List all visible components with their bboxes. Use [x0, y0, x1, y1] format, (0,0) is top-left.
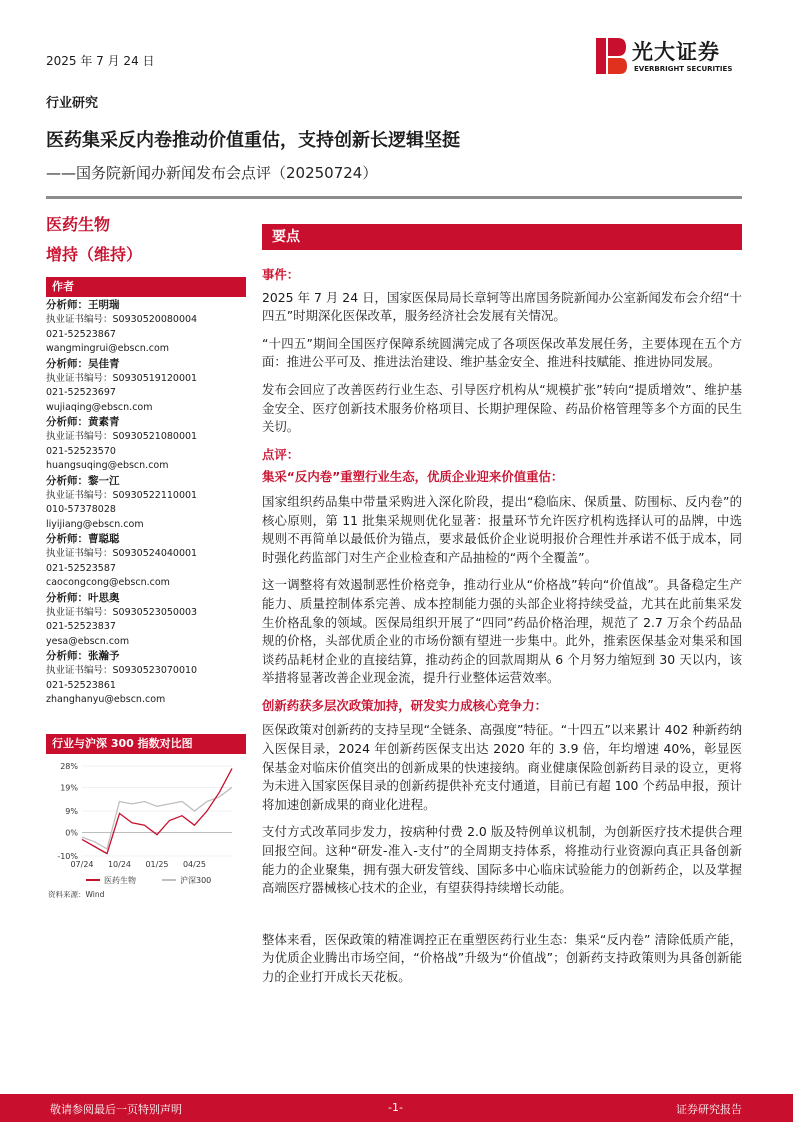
comment-label: 点评： — [262, 446, 300, 462]
summary-paragraph: 整体来看，医保政策的精准调控正在重塑医药行业生态：集采“反内卷” 清除低质产能，为优质企业腾出市场空间，“价格战”升级为“价值战”；创新药支持政策则为具备创新能力的企业打开成长天花板。 — [262, 931, 742, 984]
author-email[interactable]: wangmingrui@ebscn.com — [46, 343, 170, 354]
author-phone: 010-57378028 — [46, 504, 116, 515]
report-category: 行业研究 — [46, 96, 99, 111]
index-comparison-chart — [46, 758, 246, 908]
author-email[interactable]: huangsuqing@ebscn.com — [46, 460, 169, 471]
authors-list — [46, 298, 246, 708]
author-email[interactable]: zhanghanyu@ebscn.com — [46, 694, 166, 705]
author-entry — [46, 532, 246, 591]
paragraph: 国家组织药品集中带量采购进入深化阶段，提出“稳临床、保质量、防围标、反内卷”的核心原则，第 11 批集采规则优化显著：报量环节允许医疗机构选择认可的品牌，中选规则不再简单以最低价为锚点，要求最低价企业说明报价合理性并承诺不低于成本，同时强化药监部门对生产企业检查和产品抽检的“两个全覆盖”。 — [262, 493, 742, 565]
author-name: 分析师：张瀚予 — [46, 650, 120, 662]
author-phone: 021-52523861 — [46, 679, 116, 691]
author-cert: 执业证书编号：S0930522110001 — [46, 489, 198, 501]
y-tick-label: 9% — [65, 807, 78, 816]
y-tick-label: 0% — [65, 828, 78, 838]
paragraph: “十四五”期间全国医疗保障系统圆满完成了各项医保改革发展任务，主要体现在五个方面：推进公平可及、推进法治建设、维护基金安全、推进科技赋能、推进协同发展。 — [262, 335, 742, 370]
paragraph: 这一调整将有效遏制恶性价格竞争，推动行业从“价格战”转向“价值战”。具备稳定生产能力、质量控制体系完善、成本控制能力强的头部企业将持续受益，尤其在此前集采发生价格乱象的领域。医保局组织开展了“四同”药品价格治理，规范了 2.7 万余个药品品规的价格，头部优质企业的市场份额有望进一步集中。此外，推索医保基金对集采和国谈药品耗材企业的直接结算，推动药企的回款周期从 6 个月努力缩短到 30 天以内，该举措将显著改善企业现金流，提升行业整体运营效率。 — [262, 577, 742, 686]
footer-disclaimer: 敬请参阅最后一页特别声明 — [50, 1103, 182, 1116]
brand-logo — [594, 34, 744, 78]
event-label: 事件： — [262, 267, 300, 282]
paragraph: 2025 年 7 月 24 日，国家医保局局长章轲等出席国务院新闻办公室新闻发布会介绍“十四五”时期深化医保改革，服务经济社会发展有关情况。 — [262, 289, 742, 324]
sector-name: 医药生物 — [46, 215, 111, 234]
x-tick-label: 01/25 — [145, 860, 169, 869]
chart-header: 行业与沪深 300 指数对比图 — [46, 734, 246, 754]
author-phone: 021-52523570 — [46, 445, 116, 457]
y-tick-label: -10% — [57, 852, 78, 861]
page-footer — [0, 1094, 793, 1122]
author-email[interactable]: caocongcong@ebscn.com — [46, 577, 170, 588]
author-cert: 执业证书编号：S0930521080001 — [46, 431, 198, 442]
author-phone: 021-52523587 — [46, 562, 116, 574]
author-email[interactable]: liyijiang@ebscn.com — [46, 518, 144, 530]
author-entry — [46, 357, 246, 416]
author-email[interactable]: wujiaqing@ebscn.com — [46, 401, 153, 413]
keypoints-header: 要点 — [262, 224, 742, 250]
author-entry — [46, 591, 246, 650]
logo-text-en: EVERBRIGHT SECURITIES — [634, 65, 733, 73]
author-email[interactable]: yesa@ebscn.com — [46, 635, 130, 647]
footer-report-type: 证券研究报告 — [676, 1103, 742, 1116]
main-content — [262, 266, 742, 996]
page-number: -1- — [388, 1101, 403, 1114]
author-name: 分析师：黎一江 — [46, 474, 120, 487]
section-heading: 创新药获多层次政策加持，研发实力成核心竞争力： — [262, 697, 547, 713]
author-cert: 执业证书编号：S0930523050003 — [46, 606, 198, 618]
report-subtitle: ——国务院新闻办新闻发布会点评（20250724） — [46, 164, 378, 182]
author-phone: 021-52523867 — [46, 328, 116, 340]
paragraph: 发布会回应了改善医药行业生态、引导医疗机构从“规模扩张”转向“提质增效”、维护基金安全、医疗创新技术服务价格项目、长期护理保险、药品价格管理等多个方面的民生关切。 — [262, 381, 742, 435]
author-entry — [46, 474, 246, 533]
author-entry — [46, 415, 246, 474]
author-cert: 执业证书编号：S0930520080004 — [46, 314, 198, 325]
section-heading: 集采“反内卷”重塑行业生态，优质企业迎来价值重估： — [262, 469, 564, 485]
x-tick-label: 10/24 — [107, 860, 132, 869]
author-phone: 021-52523837 — [46, 621, 116, 632]
x-tick-label: 07/24 — [70, 860, 94, 869]
author-name: 分析师：曹聪聪 — [46, 533, 120, 545]
report-date: 2025 年 7 月 24 日 — [46, 54, 155, 68]
chart-source: 资料来源：Wind — [48, 890, 105, 899]
y-tick-label: 19% — [60, 783, 78, 793]
author-name: 分析师：吴佳青 — [46, 357, 120, 370]
paragraph: 医保政策对创新药的支持呈现“全链条、高强度”特征。“十四五”以来累计 402 种新药纳入医保目录，2024 年创新药医保支出达 2020 年的 3.9 倍，年均增速 40%，彰显医保基金对临床价值突出的创新成果的快速接纳。商业健康保险创新药目录的设立，更将为未进入国家医保目录的创新药提供补充支付通道，目前已有超 100 个药品申报，预计将加速创新成果的商业化进程。 — [262, 722, 742, 812]
everbright-logo-icon — [594, 36, 628, 76]
spacer — [262, 907, 742, 931]
paragraph: 支付方式改革同步发力，按病种付费 2.0 版及特例单议机制，为创新医疗技术提供合理回报空间。这种“研发-准入-支付”的全周期支持体系，将推动行业资源向真正具备创新能力的企业聚集，拥有强大研发管线、国际多中心临床试验能力的创新药企，以及掌握高端医疗器械核心技术的企业，有望获得持续增长动能。 — [262, 824, 742, 896]
logo-text-cn: 光大证券 — [632, 40, 720, 64]
author-phone: 021-52523697 — [46, 387, 116, 398]
author-entry — [46, 298, 246, 357]
rating: 增持（维持） — [46, 245, 143, 264]
author-entry — [46, 649, 246, 708]
y-tick-label: 28% — [60, 762, 78, 771]
author-cert: 执业证书编号：S0930523070010 — [46, 665, 198, 676]
author-cert: 执业证书编号：S0930524040001 — [46, 548, 198, 559]
author-name: 分析师：黄素青 — [46, 416, 120, 428]
author-name: 分析师：叶思奥 — [46, 591, 120, 604]
author-name: 分析师：王明瑞 — [46, 299, 120, 311]
report-title: 医药集采反内卷推动价值重估，支持创新长逻辑坚挺 — [46, 130, 460, 151]
author-cert: 执业证书编号：S0930519120001 — [46, 372, 198, 384]
authors-header: 作者 — [46, 277, 246, 297]
legend-label: 医药生物 — [104, 876, 136, 885]
x-tick-label: 04/25 — [182, 860, 207, 869]
title-divider — [46, 196, 742, 199]
series-line — [82, 787, 232, 849]
legend-label: 沪深300 — [180, 876, 212, 885]
